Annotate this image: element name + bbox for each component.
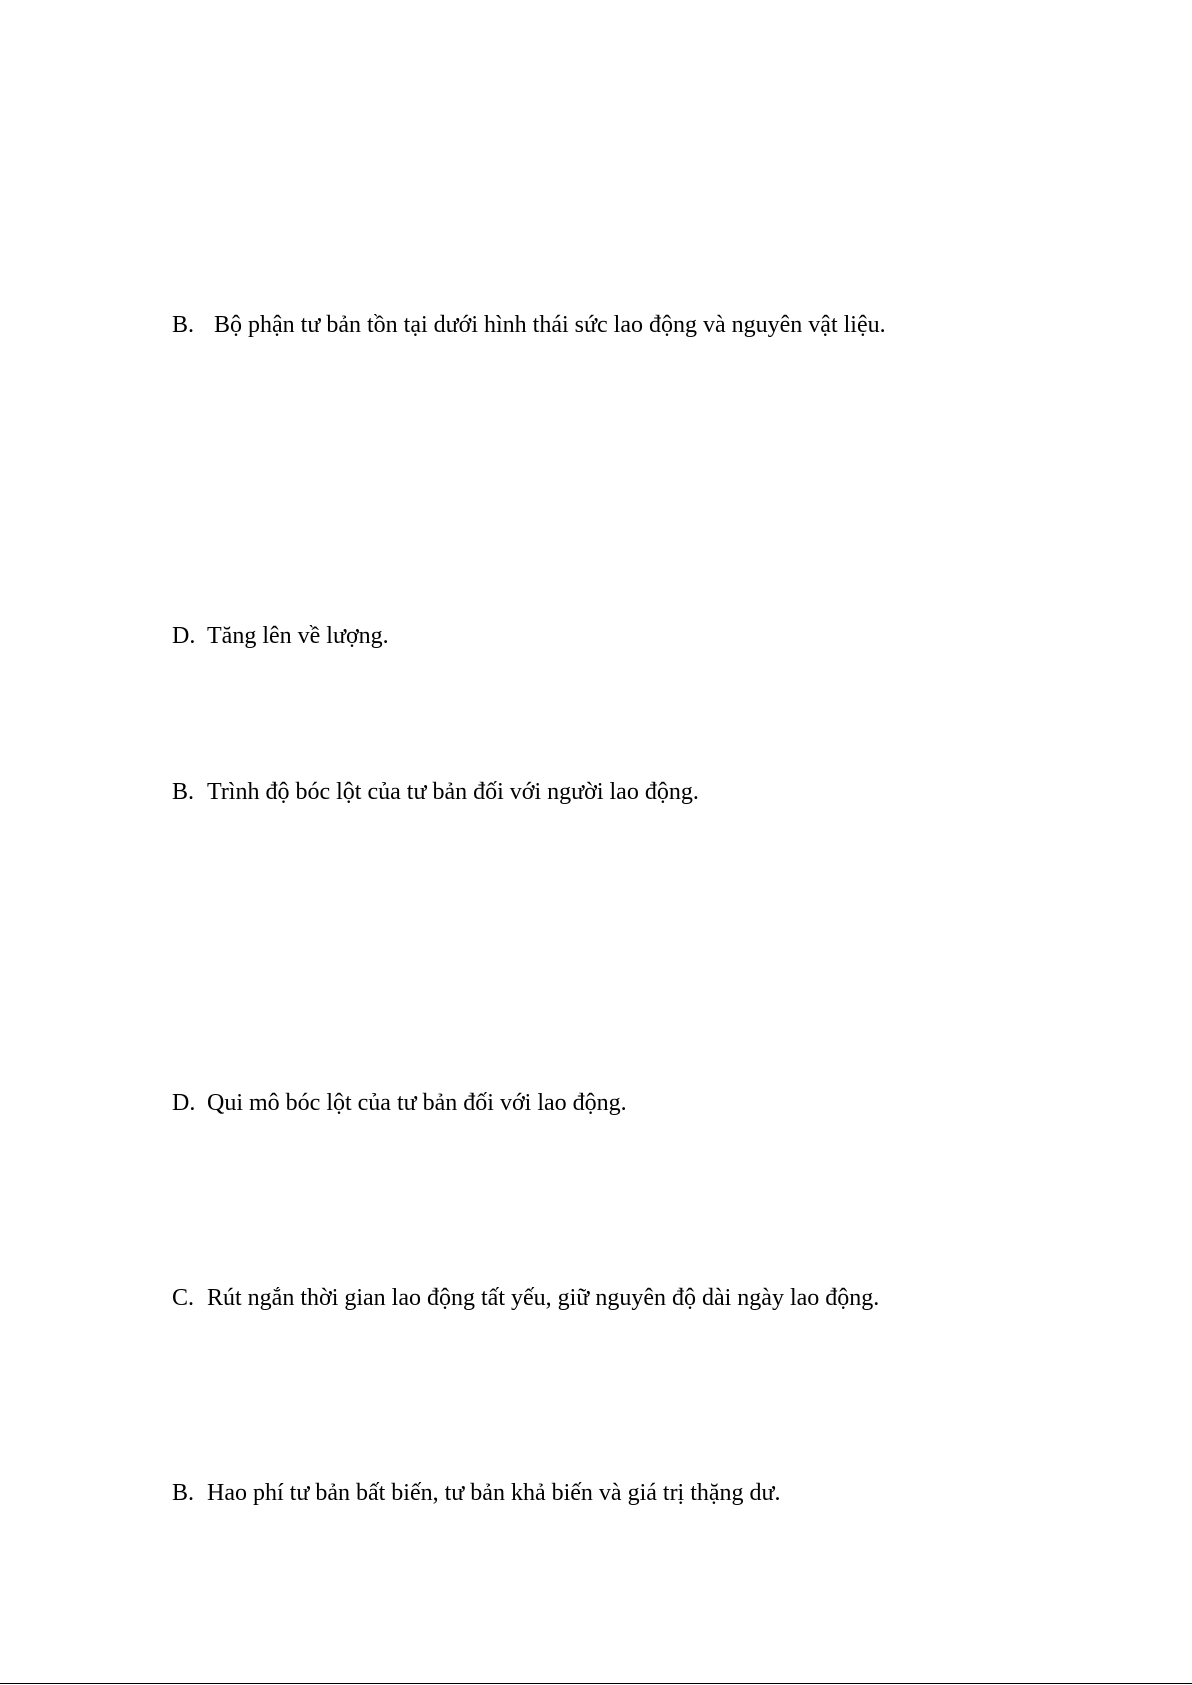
answer-letter: B. [172,1480,195,1506]
answer-letter: B. [172,779,195,805]
answer-text: Bộ phận tư bản tồn tại dưới hình thái sức lao động và nguyên vật liệu. [214,312,886,338]
answer-option [172,310,886,340]
answer-option [172,1088,627,1118]
answer-letter: C. [172,1285,195,1311]
answer-text: Rút ngắn thời gian lao động tất yếu, giữ nguyên độ dài ngày lao động. [207,1285,880,1311]
answer-text: Hao phí tư bản bất biến, tư bản khả biến và giá trị thặng dư. [207,1480,781,1506]
answer-text: Trình độ bóc lột của tư bản đối với người lao động. [207,779,699,805]
answer-option [172,777,699,807]
answer-text: Qui mô bóc lột của tư bản đối với lao động. [207,1090,627,1116]
page-bottom-divider [0,1683,1192,1684]
answer-text: Tăng lên về lượng. [207,623,389,649]
answer-letter: B. [172,312,195,338]
answer-letter: D. [172,1090,196,1116]
answer-option [172,621,389,651]
answer-option [172,1478,781,1508]
answer-option [172,1283,879,1313]
answer-letter: D. [172,623,196,649]
